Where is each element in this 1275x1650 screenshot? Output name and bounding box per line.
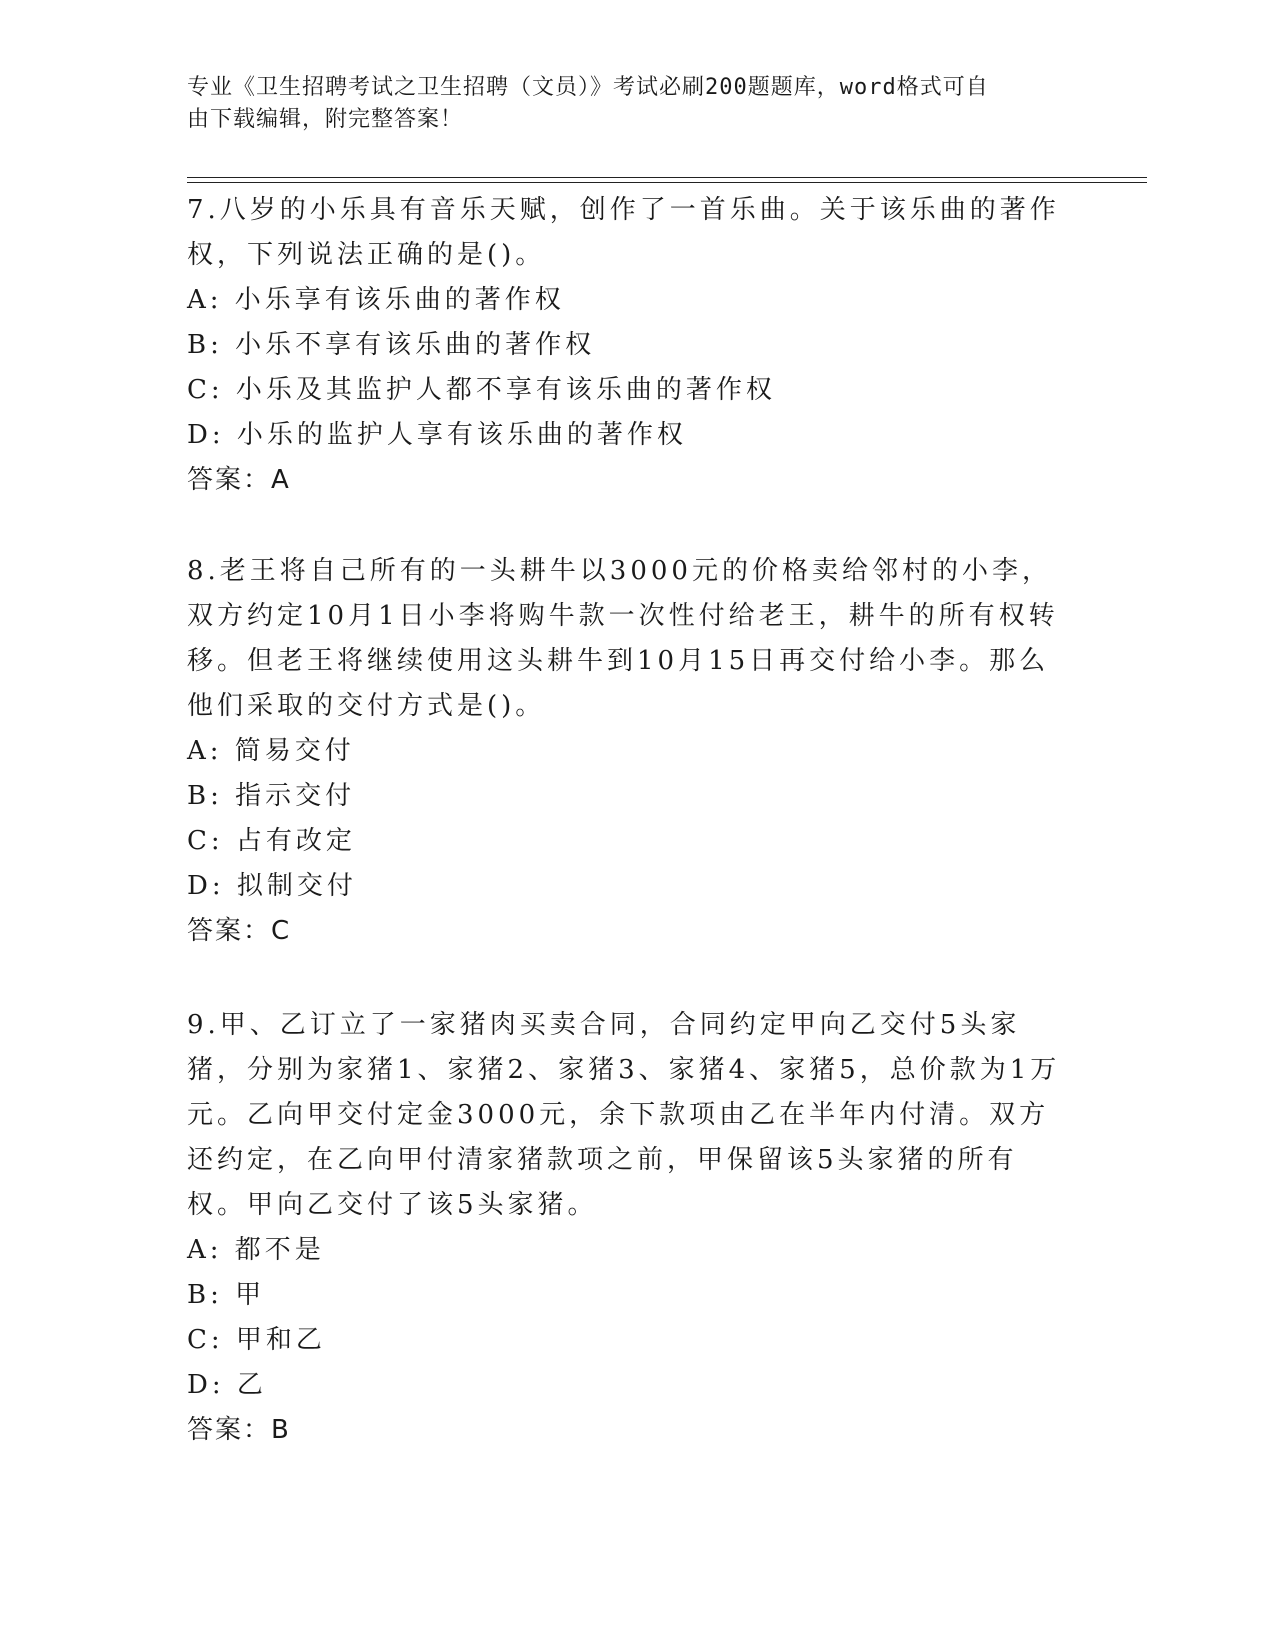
option-d: D: 小乐的监护人享有该乐曲的著作权 bbox=[187, 420, 687, 450]
question-8 bbox=[187, 549, 1067, 954]
document-header bbox=[187, 72, 1067, 136]
option-a: A: 小乐享有该乐曲的著作权 bbox=[187, 285, 565, 315]
option-b: B: 甲 bbox=[187, 1280, 266, 1310]
option-c: C: 小乐及其监护人都不享有该乐曲的著作权 bbox=[187, 375, 776, 405]
option-d: D: 乙 bbox=[187, 1370, 267, 1400]
option-c: C: 甲和乙 bbox=[187, 1325, 326, 1355]
header-divider-top bbox=[187, 177, 1147, 178]
option-b: B: 小乐不享有该乐曲的著作权 bbox=[187, 330, 596, 360]
question-stem: 9.甲、乙订立了一家猪肉买卖合同，合同约定甲向乙交付5头家猪，分别为家猪1、家猪2、家猪3、家猪4、家猪5，总价款为1万元。乙向甲交付定金3000元，余下款项由乙在半年内付清。双方还约定，在乙向甲付清家猪款项之前，甲保留该5头家猪的所有权。甲向乙交付了该5头家猪。 bbox=[187, 1010, 1061, 1220]
question-stem: 7.八岁的小乐具有音乐天赋，创作了一首乐曲。关于该乐曲的著作权，下列说法正确的是()。 bbox=[187, 195, 1060, 270]
answer: 答案：C bbox=[187, 916, 292, 946]
answer: 答案：B bbox=[187, 1415, 291, 1445]
option-a: A: 都不是 bbox=[187, 1235, 325, 1265]
question-7 bbox=[187, 188, 1067, 503]
question-9 bbox=[187, 1003, 1067, 1453]
header-line-1: 专业《卫生招聘考试之卫生招聘（文员）》考试必刷200题题库，word格式可自 bbox=[187, 75, 989, 100]
option-a: A: 简易交付 bbox=[187, 736, 355, 766]
question-stem: 8.老王将自己所有的一头耕牛以3000元的价格卖给邻村的小李，双方约定10月1日小李将购牛款一次性付给老王，耕牛的所有权转移。但老王将继续使用这头耕牛到10月15日再交付给小李。那么他们采取的交付方式是()。 bbox=[187, 556, 1059, 721]
header-line-2: 由下载编辑，附完整答案！ bbox=[187, 107, 464, 132]
option-d: D: 拟制交付 bbox=[187, 871, 357, 901]
header-divider-bottom bbox=[187, 182, 1147, 183]
option-b: B: 指示交付 bbox=[187, 781, 356, 811]
answer: 答案：A bbox=[187, 465, 291, 495]
option-c: C: 占有改定 bbox=[187, 826, 356, 856]
